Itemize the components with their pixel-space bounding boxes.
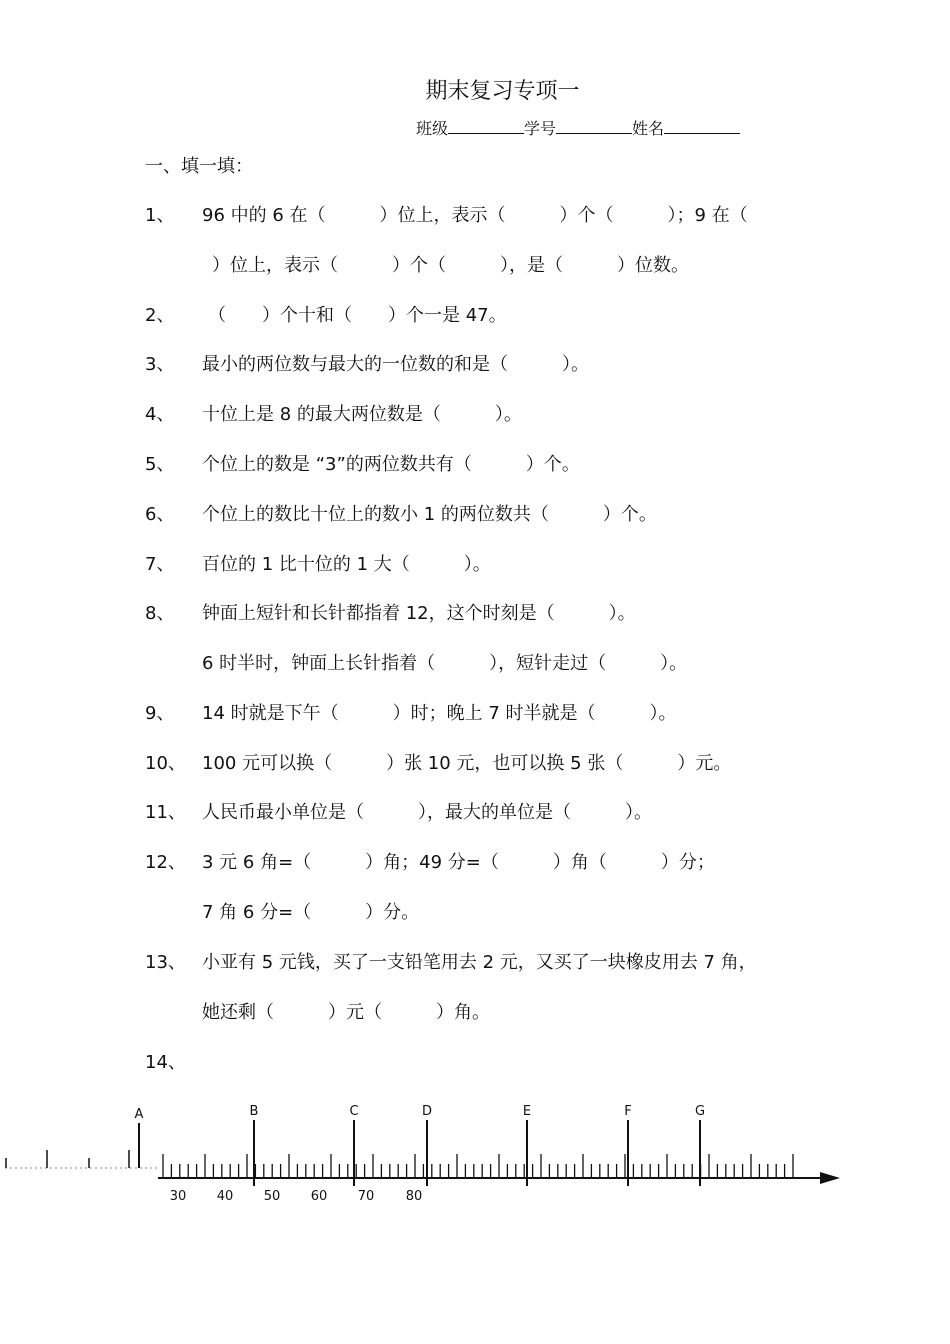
tick-label: 80: [405, 1189, 423, 1204]
point-label-e: E: [522, 1104, 532, 1119]
tick-label: 40: [216, 1189, 234, 1204]
question-text: 百位的 1 比十位的 1 大（ ）。: [202, 554, 491, 575]
question-text: 人民币最小单位是（ ），最大的单位是（ ）。: [202, 802, 652, 823]
tick-label: 30: [169, 1189, 187, 1204]
class-label: 班级: [416, 119, 449, 138]
name-label: 姓名: [632, 119, 665, 138]
question-number: 3、: [145, 354, 175, 375]
question-text: 个位上的数比十位上的数小 1 的两位数共（ ）个。: [202, 504, 657, 525]
question-number: 7、: [145, 554, 175, 575]
question-text-continued: 7 角 6 分=（ ）分。: [202, 902, 420, 923]
question-text: 个位上的数是 “3”的两位数共有（ ）个。: [202, 454, 580, 475]
section-title: 一、填一填：: [145, 156, 253, 177]
question-number: 9、: [145, 703, 175, 724]
point-label-a: A: [134, 1107, 144, 1122]
student-no-blank: [556, 117, 632, 134]
question-text: 96 中的 6 在（ ）位上，表示（ ）个（ ）；9 在（: [202, 205, 748, 226]
number-line-diagram: [0, 1095, 950, 1225]
axis-arrow: [820, 1172, 840, 1184]
question-number: 1、: [145, 205, 175, 226]
question-text: 最小的两位数与最大的一位数的和是（ ）。: [202, 354, 589, 375]
question-text-continued: 6 时半时，钟面上长针指着（ ），短针走过（ ）。: [202, 653, 688, 674]
question-number: 11、: [145, 802, 186, 823]
question-text: （ ）个十和（ ）个一是 47。: [208, 305, 507, 326]
tick-label: 50: [263, 1189, 281, 1204]
question-text: 3 元 6 角=（ ）角；49 分=（ ）角（ ）分；: [202, 852, 715, 873]
tick-label: 70: [357, 1189, 375, 1204]
question-number: 5、: [145, 454, 175, 475]
question-text-continued: ）位上，表示（ ）个（ ），是（ ）位数。: [212, 255, 689, 276]
student-no-label: 学号: [524, 119, 557, 138]
point-label-c: C: [349, 1104, 359, 1119]
question-number: 12、: [145, 852, 186, 873]
student-info-line: [416, 116, 740, 139]
question-number: 6、: [145, 504, 175, 525]
question-text: 100 元可以换（ ）张 10 元，也可以换 5 张（ ）元。: [202, 753, 732, 774]
question-text: 钟面上短针和长针都指着 12，这个时刻是（ ）。: [202, 603, 636, 624]
class-blank: [448, 117, 524, 134]
point-label-f: F: [624, 1104, 632, 1119]
question-text: 十位上是 8 的最大两位数是（ ）。: [202, 404, 522, 425]
point-label-g: G: [694, 1104, 706, 1119]
question-number: 8、: [145, 603, 175, 624]
question-number: 10、: [145, 753, 186, 774]
name-blank: [664, 117, 740, 134]
question-number: 14、: [145, 1052, 186, 1073]
point-label-d: D: [421, 1104, 433, 1119]
question-number: 13、: [145, 952, 186, 973]
question-number: 2、: [145, 305, 175, 326]
question-text: 小亚有 5 元钱，买了一支铅笔用去 2 元，又买了一块橡皮用去 7 角，: [202, 952, 757, 973]
question-text-continued: 她还剩（ ）元（ ）角。: [202, 1002, 490, 1023]
tick-label: 60: [310, 1189, 328, 1204]
page-title: 期末复习专项一: [425, 79, 580, 104]
point-label-b: B: [249, 1104, 259, 1119]
question-text: 14 时就是下午（ ）时；晚上 7 时半就是（ ）。: [202, 703, 677, 724]
question-number: 4、: [145, 404, 175, 425]
